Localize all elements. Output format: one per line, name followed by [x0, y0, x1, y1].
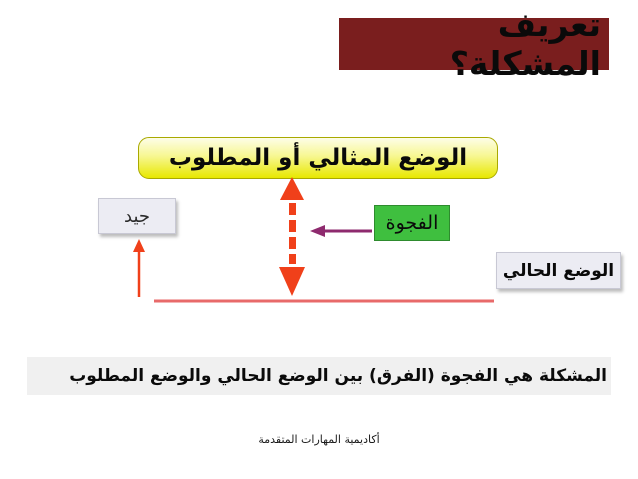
gap-label: الفجوة [385, 212, 439, 234]
footer-text: أكاديمية المهارات المتقدمة [258, 433, 380, 446]
gap-pointer-head-icon [310, 225, 325, 237]
gap-dash-2 [289, 220, 296, 232]
slide-title: تعريف المشكلة؟ [339, 18, 609, 70]
definition-box [27, 357, 611, 395]
gap-dash-3 [289, 237, 296, 249]
good-arrow-head-icon [133, 239, 145, 252]
good-label: جيد [124, 205, 151, 227]
gap-dash-1 [289, 203, 296, 215]
gap-arrow-up-head-icon [280, 177, 304, 200]
definition-text: المشكلة هي الفجوة (الفرق) بين الوضع الحالي والوضع المطلوب [69, 366, 607, 386]
ideal-state-label: الوضع المثالي أو المطلوب [168, 145, 468, 171]
current-state-label: الوضع الحالي [502, 260, 615, 281]
gap-arrow-down-head-icon [279, 267, 305, 296]
gap-dash-4 [289, 254, 296, 264]
